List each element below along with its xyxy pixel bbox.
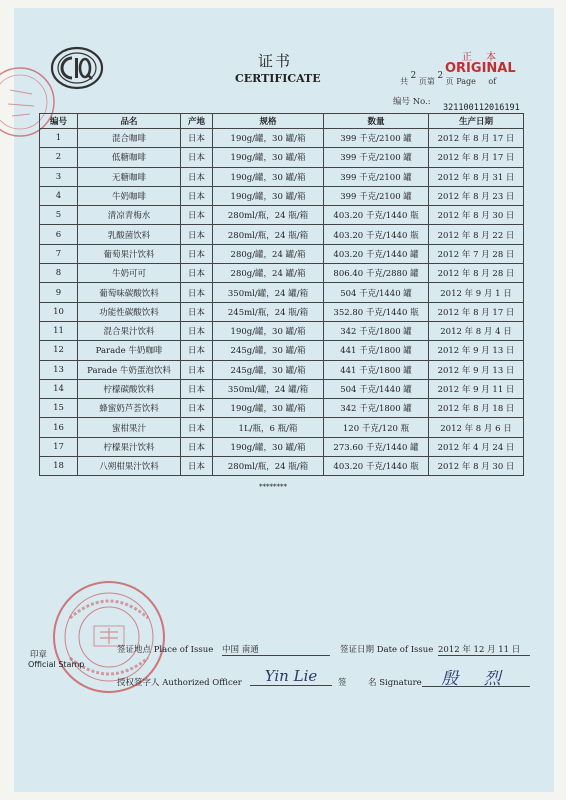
origin-cell: 日本 bbox=[181, 283, 213, 302]
row-number-cell: 9 bbox=[40, 283, 78, 302]
officer-label: 授权签字人 Authorized Officer bbox=[117, 678, 242, 688]
specification-cell: 280ml/瓶，24 瓶/箱 bbox=[213, 457, 324, 476]
quantity-cell: 403.20 千克/1440 瓶 bbox=[324, 225, 429, 244]
specification-cell: 280g/罐，24 罐/箱 bbox=[213, 264, 324, 283]
seal-label-cn: 印章 bbox=[30, 650, 48, 660]
specification-cell: 280ml/瓶，24 瓶/箱 bbox=[213, 225, 324, 244]
page-number: 2 bbox=[437, 71, 444, 81]
specification-cell: 190g/罐，30 罐/箱 bbox=[213, 167, 324, 186]
product-name-cell: 葡萄味碳酸饮料 bbox=[78, 283, 181, 302]
table-row bbox=[40, 360, 524, 379]
production-date-cell: 2012 年 8 月 30 日 bbox=[429, 457, 524, 476]
signature-value: 殷 烈 bbox=[422, 664, 530, 687]
place-label: 签证地点 Place of Issue bbox=[117, 645, 214, 655]
row-number-cell: 17 bbox=[40, 437, 78, 456]
row-number-cell: 6 bbox=[40, 225, 78, 244]
officer-seal-char: 签 bbox=[338, 678, 347, 688]
product-name-cell: 无糖咖啡 bbox=[78, 167, 181, 186]
product-name-cell: 蜜柑果汁 bbox=[78, 418, 181, 437]
quantity-cell: 120 千克/120 瓶 bbox=[324, 418, 429, 437]
total-label: 共 bbox=[400, 77, 408, 86]
origin-cell: 日本 bbox=[181, 399, 213, 418]
product-name-cell: 葡萄果汁饮料 bbox=[78, 244, 181, 263]
product-name-cell: 低糖咖啡 bbox=[78, 148, 181, 167]
origin-cell: 日本 bbox=[181, 418, 213, 437]
date-value: 2012 年 12 月 11 日 bbox=[438, 643, 530, 656]
place-value: 中国 南通 bbox=[222, 643, 330, 656]
specification-cell: 350ml/罐，24 罐/箱 bbox=[213, 283, 324, 302]
production-date-cell: 2012 年 9 月 1 日 bbox=[429, 283, 524, 302]
quantity-cell: 441 千克/1800 罐 bbox=[324, 341, 429, 360]
goods-table bbox=[39, 113, 524, 476]
quantity-cell: 342 千克/1800 罐 bbox=[324, 321, 429, 340]
production-date-cell: 2012 年 8 月 30 日 bbox=[429, 206, 524, 225]
column-header: 编号 bbox=[40, 114, 78, 129]
row-number-cell: 4 bbox=[40, 186, 78, 205]
specification-cell: 190g/罐，30 罐/箱 bbox=[213, 321, 324, 340]
production-date-cell: 2012 年 8 月 17 日 bbox=[429, 129, 524, 148]
table-row bbox=[40, 302, 524, 321]
specification-cell: 245g/罐，30 罐/箱 bbox=[213, 341, 324, 360]
origin-cell: 日本 bbox=[181, 321, 213, 340]
seal-label-en: Official Stamp bbox=[28, 660, 85, 669]
row-number-cell: 18 bbox=[40, 457, 78, 476]
table-row bbox=[40, 379, 524, 398]
specification-cell: 245ml/瓶，24 瓶/箱 bbox=[213, 302, 324, 321]
total-pages: 2 bbox=[410, 71, 417, 81]
quantity-cell: 504 千克/1440 罐 bbox=[324, 283, 429, 302]
origin-cell: 日本 bbox=[181, 379, 213, 398]
quantity-cell: 399 千克/2100 罐 bbox=[324, 167, 429, 186]
production-date-cell: 2012 年 8 月 28 日 bbox=[429, 264, 524, 283]
quantity-cell: 352.80 千克/1440 瓶 bbox=[324, 302, 429, 321]
origin-cell: 日本 bbox=[181, 302, 213, 321]
column-header: 生产日期 bbox=[429, 114, 524, 129]
table-row bbox=[40, 167, 524, 186]
specification-cell: 190g/罐，30 罐/箱 bbox=[213, 186, 324, 205]
table-row bbox=[40, 457, 524, 476]
product-name-cell: Parade 牛奶蛋泡饮料 bbox=[78, 360, 181, 379]
specification-cell: 280g/罐，24 罐/箱 bbox=[213, 244, 324, 263]
production-date-cell: 2012 年 8 月 22 日 bbox=[429, 225, 524, 244]
production-date-cell: 2012 年 4 月 24 日 bbox=[429, 437, 524, 456]
table-row bbox=[40, 206, 524, 225]
column-header: 品名 bbox=[78, 114, 181, 129]
row-number-cell: 3 bbox=[40, 167, 78, 186]
table-row bbox=[40, 341, 524, 360]
page-label: 页第 bbox=[418, 77, 435, 86]
table-row bbox=[40, 418, 524, 437]
quantity-cell: 403.20 千克/1440 瓶 bbox=[324, 206, 429, 225]
quantity-cell: 342 千克/1800 罐 bbox=[324, 399, 429, 418]
table-row bbox=[40, 321, 524, 340]
cert-no-label: 编号 No.: bbox=[393, 97, 431, 107]
origin-cell: 日本 bbox=[181, 341, 213, 360]
origin-cell: 日本 bbox=[181, 457, 213, 476]
row-number-cell: 7 bbox=[40, 244, 78, 263]
production-date-cell: 2012 年 7 月 28 日 bbox=[429, 244, 524, 263]
cert-no-value: 321100112016191 bbox=[443, 103, 520, 113]
ciq-logo bbox=[50, 46, 104, 90]
table-row bbox=[40, 244, 524, 263]
origin-cell: 日本 bbox=[181, 360, 213, 379]
product-name-cell: 清凉青梅水 bbox=[78, 206, 181, 225]
production-date-cell: 2012 年 9 月 13 日 bbox=[429, 360, 524, 379]
origin-cell: 日本 bbox=[181, 244, 213, 263]
end-marker: ******** bbox=[259, 483, 287, 491]
quantity-cell: 441 千克/1800 罐 bbox=[324, 360, 429, 379]
product-name-cell: 混合果汁饮料 bbox=[78, 321, 181, 340]
product-name-cell: 混合咖啡 bbox=[78, 129, 181, 148]
specification-cell: 245g/罐，30 罐/箱 bbox=[213, 360, 324, 379]
officer-name: Yin Lie bbox=[250, 667, 332, 686]
row-number-cell: 13 bbox=[40, 360, 78, 379]
specification-cell: 350ml/罐，24 罐/箱 bbox=[213, 379, 324, 398]
product-name-cell: 牛奶咖啡 bbox=[78, 186, 181, 205]
quantity-cell: 504 千克/1440 罐 bbox=[324, 379, 429, 398]
signature-label: 名 Signature bbox=[368, 678, 422, 688]
origin-cell: 日本 bbox=[181, 129, 213, 148]
production-date-cell: 2012 年 8 月 17 日 bbox=[429, 148, 524, 167]
table-row bbox=[40, 264, 524, 283]
production-date-cell: 2012 年 8 月 17 日 bbox=[429, 302, 524, 321]
product-name-cell: 蜂蜜奶芦荟饮料 bbox=[78, 399, 181, 418]
origin-cell: 日本 bbox=[181, 148, 213, 167]
column-header: 产地 bbox=[181, 114, 213, 129]
row-number-cell: 12 bbox=[40, 341, 78, 360]
quantity-cell: 273.60 千克/1440 罐 bbox=[324, 437, 429, 456]
table-row bbox=[40, 437, 524, 456]
origin-cell: 日本 bbox=[181, 225, 213, 244]
original-mark-cn: 正本 bbox=[462, 52, 510, 63]
of-label: of bbox=[488, 77, 497, 86]
product-name-cell: 牛奶可可 bbox=[78, 264, 181, 283]
origin-cell: 日本 bbox=[181, 264, 213, 283]
quantity-cell: 399 千克/2100 罐 bbox=[324, 129, 429, 148]
table-body bbox=[40, 129, 524, 476]
quantity-cell: 403.20 千克/1440 瓶 bbox=[324, 457, 429, 476]
table-header-row bbox=[40, 114, 524, 129]
title-cn: 证书 bbox=[258, 52, 293, 70]
row-number-cell: 14 bbox=[40, 379, 78, 398]
production-date-cell: 2012 年 9 月 13 日 bbox=[429, 341, 524, 360]
production-date-cell: 2012 年 8 月 4 日 bbox=[429, 321, 524, 340]
table-row bbox=[40, 283, 524, 302]
specification-cell: 190g/罐，30 罐/箱 bbox=[213, 437, 324, 456]
product-name-cell: 柠檬碳酸饮料 bbox=[78, 379, 181, 398]
specification-cell: 280ml/瓶，24 瓶/箱 bbox=[213, 206, 324, 225]
origin-cell: 日本 bbox=[181, 167, 213, 186]
quantity-cell: 399 千克/2100 罐 bbox=[324, 186, 429, 205]
product-name-cell: 八朔柑果汁饮料 bbox=[78, 457, 181, 476]
column-header: 规格 bbox=[213, 114, 324, 129]
production-date-cell: 2012 年 9 月 11 日 bbox=[429, 379, 524, 398]
row-number-cell: 15 bbox=[40, 399, 78, 418]
row-number-cell: 1 bbox=[40, 129, 78, 148]
origin-cell: 日本 bbox=[181, 437, 213, 456]
production-date-cell: 2012 年 8 月 6 日 bbox=[429, 418, 524, 437]
production-date-cell: 2012 年 8 月 23 日 bbox=[429, 186, 524, 205]
product-name-cell: 柠檬果汁饮料 bbox=[78, 437, 181, 456]
production-date-cell: 2012 年 8 月 31 日 bbox=[429, 167, 524, 186]
specification-cell: 1L/瓶，6 瓶/箱 bbox=[213, 418, 324, 437]
date-label: 签证日期 Date of Issue bbox=[340, 645, 434, 655]
row-number-cell: 16 bbox=[40, 418, 78, 437]
row-number-cell: 10 bbox=[40, 302, 78, 321]
table-row bbox=[40, 148, 524, 167]
page-label-en: 页 Page bbox=[445, 77, 476, 86]
production-date-cell: 2012 年 8 月 18 日 bbox=[429, 399, 524, 418]
specification-cell: 190g/罐，30 罐/箱 bbox=[213, 399, 324, 418]
origin-cell: 日本 bbox=[181, 186, 213, 205]
row-number-cell: 11 bbox=[40, 321, 78, 340]
row-number-cell: 5 bbox=[40, 206, 78, 225]
product-name-cell: 乳酸菌饮料 bbox=[78, 225, 181, 244]
quantity-cell: 806.40 千克/2880 罐 bbox=[324, 264, 429, 283]
original-mark-en: ORIGINAL bbox=[445, 61, 516, 76]
table-row bbox=[40, 129, 524, 148]
quantity-cell: 403.20 千克/1440 罐 bbox=[324, 244, 429, 263]
quantity-cell: 399 千克/2100 罐 bbox=[324, 148, 429, 167]
product-name-cell: Parade 牛奶咖啡 bbox=[78, 341, 181, 360]
table-row bbox=[40, 225, 524, 244]
product-name-cell: 功能性碳酸饮料 bbox=[78, 302, 181, 321]
table-row bbox=[40, 399, 524, 418]
row-number-cell: 2 bbox=[40, 148, 78, 167]
row-number-cell: 8 bbox=[40, 264, 78, 283]
origin-cell: 日本 bbox=[181, 206, 213, 225]
page-counter bbox=[400, 71, 497, 87]
column-header: 数量 bbox=[324, 114, 429, 129]
specification-cell: 190g/罐，30 罐/箱 bbox=[213, 148, 324, 167]
title-en: CERTIFICATE bbox=[235, 72, 321, 85]
table-row bbox=[40, 186, 524, 205]
specification-cell: 190g/罐，30 罐/箱 bbox=[213, 129, 324, 148]
